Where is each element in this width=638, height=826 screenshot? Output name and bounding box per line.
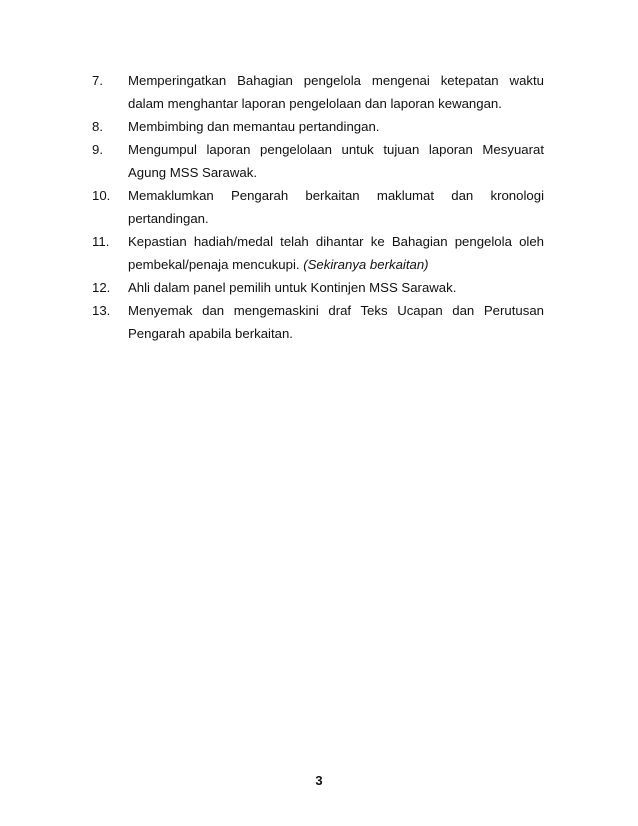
item-number: 7. [92, 73, 103, 88]
list-item [92, 115, 544, 138]
item-text: Memaklumkan Pengarah berkaitan maklumat dan kronologi pertandingan. [128, 188, 544, 226]
list-item [92, 230, 544, 276]
list-item [92, 69, 544, 115]
page-number: 3 [315, 773, 323, 788]
item-text: Memperingatkan Bahagian pengelola mengenai ketepatan waktu dalam menghantar laporan pengelolaan dan laporan kewangan. [128, 73, 544, 111]
item-number: 11. [92, 234, 110, 249]
list-item [92, 276, 544, 299]
item-number: 9. [92, 142, 103, 157]
item-text: Mengumpul laporan pengelolaan untuk tujuan laporan Mesyuarat Agung MSS Sarawak. [128, 142, 544, 180]
item-text-container [128, 230, 544, 276]
item-number: 13. [92, 303, 111, 318]
item-number: 10. [92, 188, 111, 203]
item-text: Menyemak dan mengemaskini draf Teks Ucapan dan Perutusan Pengarah apabila berkaitan. [128, 303, 544, 341]
list-item [92, 184, 544, 230]
item-text: Membimbing dan memantau pertandingan. [128, 119, 380, 134]
numbered-list [92, 69, 544, 345]
item-number: 8. [92, 119, 103, 134]
list-item [92, 138, 544, 184]
item-number: 12. [92, 280, 111, 295]
list-item [92, 299, 544, 345]
item-text: Ahli dalam panel pemilih untuk Kontinjen MSS Sarawak. [128, 280, 457, 295]
item-note: (Sekiranya berkaitan) [303, 257, 429, 272]
item-text: Kepastian hadiah/medal telah dihantar ke Bahagian pengelola oleh pembekal/penaja mencukupi. [128, 234, 544, 272]
